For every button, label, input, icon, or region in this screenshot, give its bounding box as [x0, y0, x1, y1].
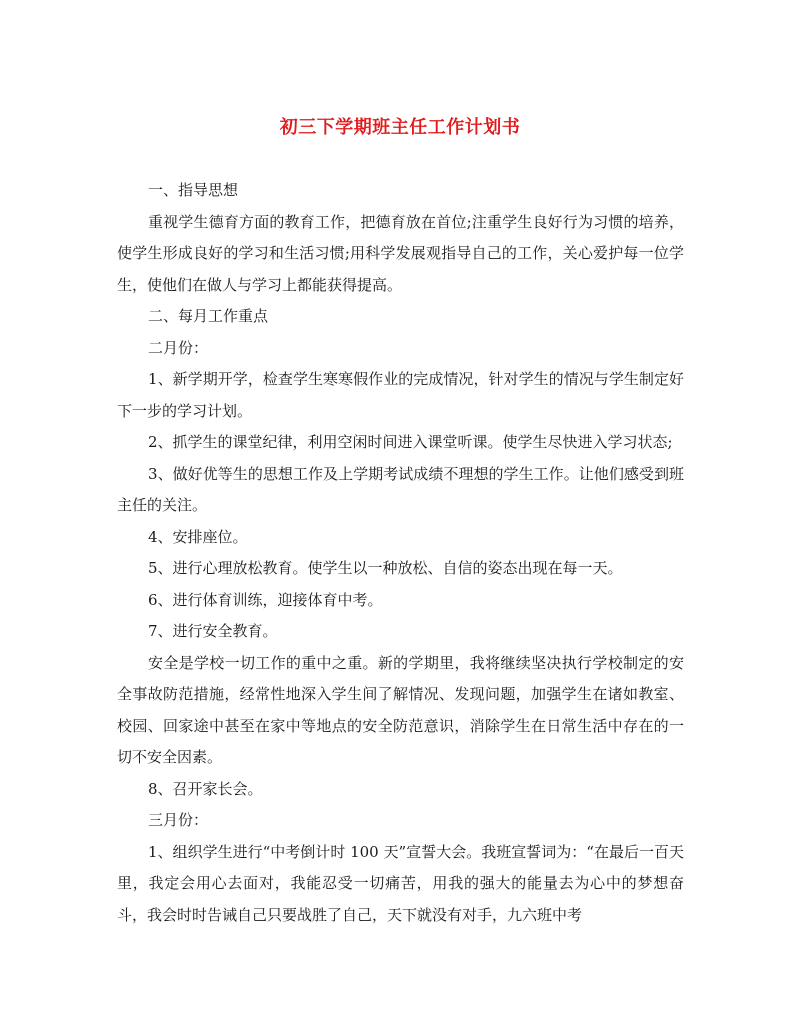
- list-item: 5、进行心理放松教育。使学生以一种放松、自信的姿态出现在每一天。: [148, 559, 623, 577]
- paragraph-safety: 安全是学校一切工作的重中之重。新的学期里，我将继续坚决执行学校制定的安全事故防范措施，经常性地深入学生间了解情况、发现问题，加强学生在诸如教室、校园、回家途中甚至在家中等地点的安全防范意识，消除学生在日常生活中存在的一切不安全因素。: [117, 653, 684, 766]
- list-item: 1、新学期开学，检查学生寒寒假作业的完成情况，针对学生的情况与学生制定好下一步的学习计划。: [117, 370, 684, 420]
- list-item: 2、抓学生的课堂纪律，利用空闲时间进入课堂听课。使学生尽快进入学习状态;: [148, 433, 673, 451]
- section-heading-monthly-focus: 二、每月工作重点: [148, 307, 269, 325]
- list-item: 4、安排座位。: [148, 527, 248, 546]
- list-item: 8、召开家长会。: [148, 779, 263, 798]
- document-body: [117, 175, 684, 931]
- document-title: 初三下学期班主任工作计划书: [279, 117, 521, 138]
- paragraph-guiding-ideology: 重视学生德育方面的教育工作，把德育放在首位;注重学生良好行为习惯的培养，使学生形成良好的学习和生活习惯;用科学发展观指导自己的工作，关心爱护每一位学生，使他们在做人与学习上都能获得提高。: [117, 212, 684, 294]
- section-heading-guiding-ideology: 一、指导思想: [148, 181, 239, 199]
- month-heading-february: 二月份：: [148, 338, 209, 357]
- month-heading-march: 三月份：: [148, 811, 209, 829]
- list-item: 7、进行安全教育。: [148, 622, 278, 640]
- list-item: 1、组织学生进行“中考倒计时 100 天”宣誓大会。我班宣誓词为：“在最后一百天里，我定会用心去面对，我能忍受一切痛苦，用我的强大的能量去为心中的梦想奋斗，我会时时告诫自己只要战胜了自己，天下就没有对手，九六班中考: [117, 842, 684, 924]
- list-item: 6、进行体育训练，迎接体育中考。: [148, 590, 383, 609]
- list-item: 3、做好优等生的思想工作及上学期考试成绩不理想的学生工作。让他们感受到班主任的关注。: [117, 464, 684, 514]
